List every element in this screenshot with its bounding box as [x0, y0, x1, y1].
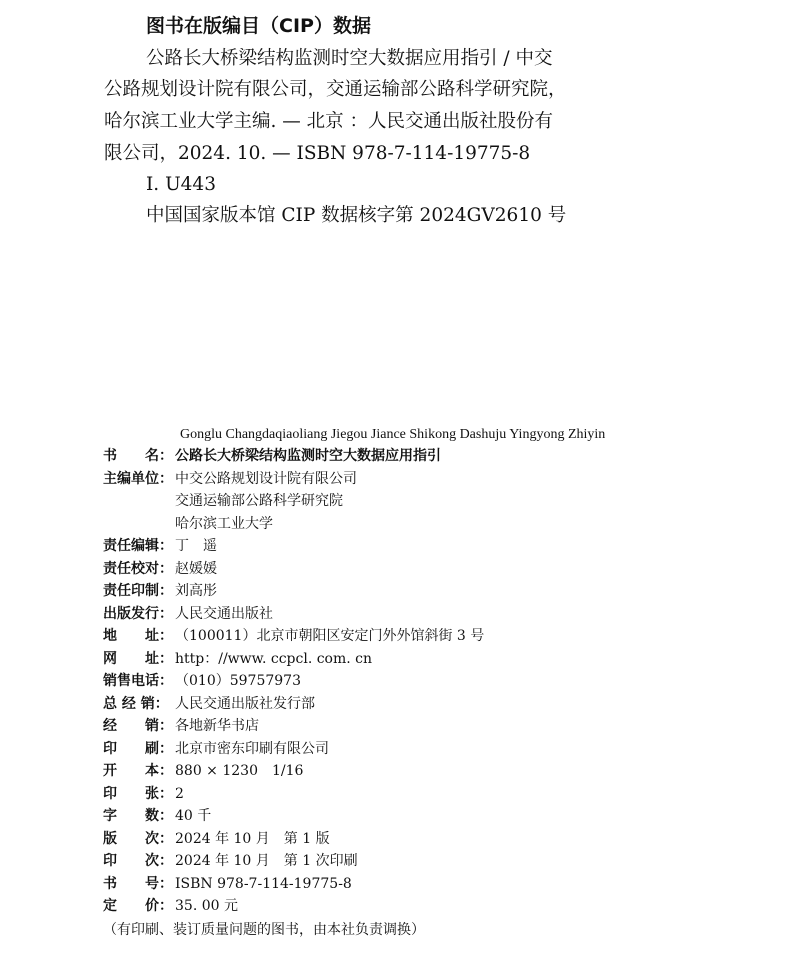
row-value: 880 × 1230 1/16 — [175, 763, 304, 779]
cip-line: 哈尔滨工业大学主编. — 北京 ：人民交通出版社股份有 — [104, 111, 554, 132]
row-value: 各地新华书店 — [175, 718, 259, 734]
info-row-website — [103, 648, 372, 670]
row-label: 出版发行： — [103, 605, 173, 622]
row-value: http：//www. ccpcl. com. cn — [175, 650, 373, 667]
row-value: 丁 遥 — [175, 538, 217, 554]
info-row-publisher — [103, 603, 273, 625]
pinyin-title: Gonglu Changdaqiaoliang Jiegou Jiance Shikong Dashuju Yingyong Zhiyin — [180, 427, 606, 442]
row-value: 中交公路规划设计院有限公司 — [175, 470, 357, 487]
cip-line: 公路长大桥梁结构监测时空大数据应用指引 / 中交 — [146, 48, 553, 69]
row-value: ISBN 978-7-114-19775-8 — [175, 875, 352, 892]
row-label: 主编单位： — [103, 470, 173, 487]
row-value: 2 — [175, 785, 184, 802]
row-label: 地 址： — [103, 628, 173, 644]
quality-notice: （有印刷、装订质量问题的图书，由本社负责调换） — [103, 922, 425, 938]
info-row-printer — [103, 738, 329, 760]
row-label: 印 次： — [103, 853, 173, 869]
row-label: 字 数： — [103, 808, 173, 824]
row-value: （010）59757973 — [175, 673, 301, 689]
info-row-editor-org — [103, 513, 273, 535]
cip-line: 公路规划设计院有限公司，交通运输部公路科学研究院， — [104, 79, 567, 100]
row-label: 责任编辑： — [103, 538, 173, 554]
row-value: （100011）北京市朝阳区安定门外外馆斜街 3 号 — [175, 628, 485, 644]
cip-title: 图书在版编目（CIP）数据 — [146, 15, 371, 37]
info-row-book-title — [103, 445, 441, 467]
row-value: 2024 年 10 月 第 1 版 — [175, 830, 330, 847]
cip-line: 限公司，2024. 10. — ISBN 978-7-114-19775-8 — [104, 143, 531, 164]
row-value: 35. 00 元 — [175, 898, 238, 914]
row-label: 责任校对： — [103, 560, 173, 577]
info-row-address — [103, 625, 484, 647]
cip-line: 中国国家版本馆 CIP 数据核字第 2024GV2610 号 — [146, 205, 567, 226]
row-label: 网 址： — [103, 650, 173, 667]
row-label: 总 经 销： — [103, 695, 169, 712]
row-label: 书 号： — [103, 875, 173, 892]
info-row-format — [103, 760, 303, 782]
info-row-price — [103, 895, 238, 917]
row-label: 定 价： — [103, 898, 173, 914]
row-value: 交通运输部公路科学研究院 — [175, 493, 343, 509]
row-value: 人民交通出版社发行部 — [175, 695, 315, 712]
row-label: 开 本： — [103, 763, 173, 779]
row-value: 2024 年 10 月 第 1 次印刷 — [175, 853, 358, 869]
row-label: 书 名： — [103, 448, 173, 464]
row-label: 印 张： — [103, 785, 173, 802]
row-label: 销售电话： — [103, 673, 173, 689]
info-row-sheets — [103, 783, 184, 805]
row-value: 刘高彤 — [175, 583, 217, 599]
row-value: 人民交通出版社 — [175, 605, 273, 622]
row-value: 40 千 — [175, 808, 212, 824]
info-row-phone — [103, 670, 301, 692]
cip-line: Ⅰ. U443 — [146, 174, 216, 195]
row-label: 印 刷： — [103, 740, 173, 757]
info-row-retailer — [103, 715, 259, 737]
row-value: 赵媛媛 — [175, 560, 217, 577]
row-value: 北京市密东印刷有限公司 — [175, 740, 329, 757]
info-row-printing — [103, 850, 358, 872]
info-row-distributor — [103, 693, 315, 715]
info-row-word-count — [103, 805, 211, 827]
info-row-editor — [103, 535, 217, 557]
info-row-edition — [103, 828, 330, 850]
info-row-isbn — [103, 873, 352, 895]
row-label: 经 销： — [103, 718, 173, 734]
info-row-editor-org — [103, 490, 343, 512]
info-row-print-manager — [103, 580, 217, 602]
info-row-proofreader — [103, 558, 217, 580]
info-row-editor-org — [103, 468, 357, 490]
row-value: 哈尔滨工业大学 — [175, 515, 273, 532]
row-value: 公路长大桥梁结构监测时空大数据应用指引 — [175, 448, 441, 464]
row-label: 版 次： — [103, 830, 173, 847]
row-label: 责任印制： — [103, 583, 173, 599]
